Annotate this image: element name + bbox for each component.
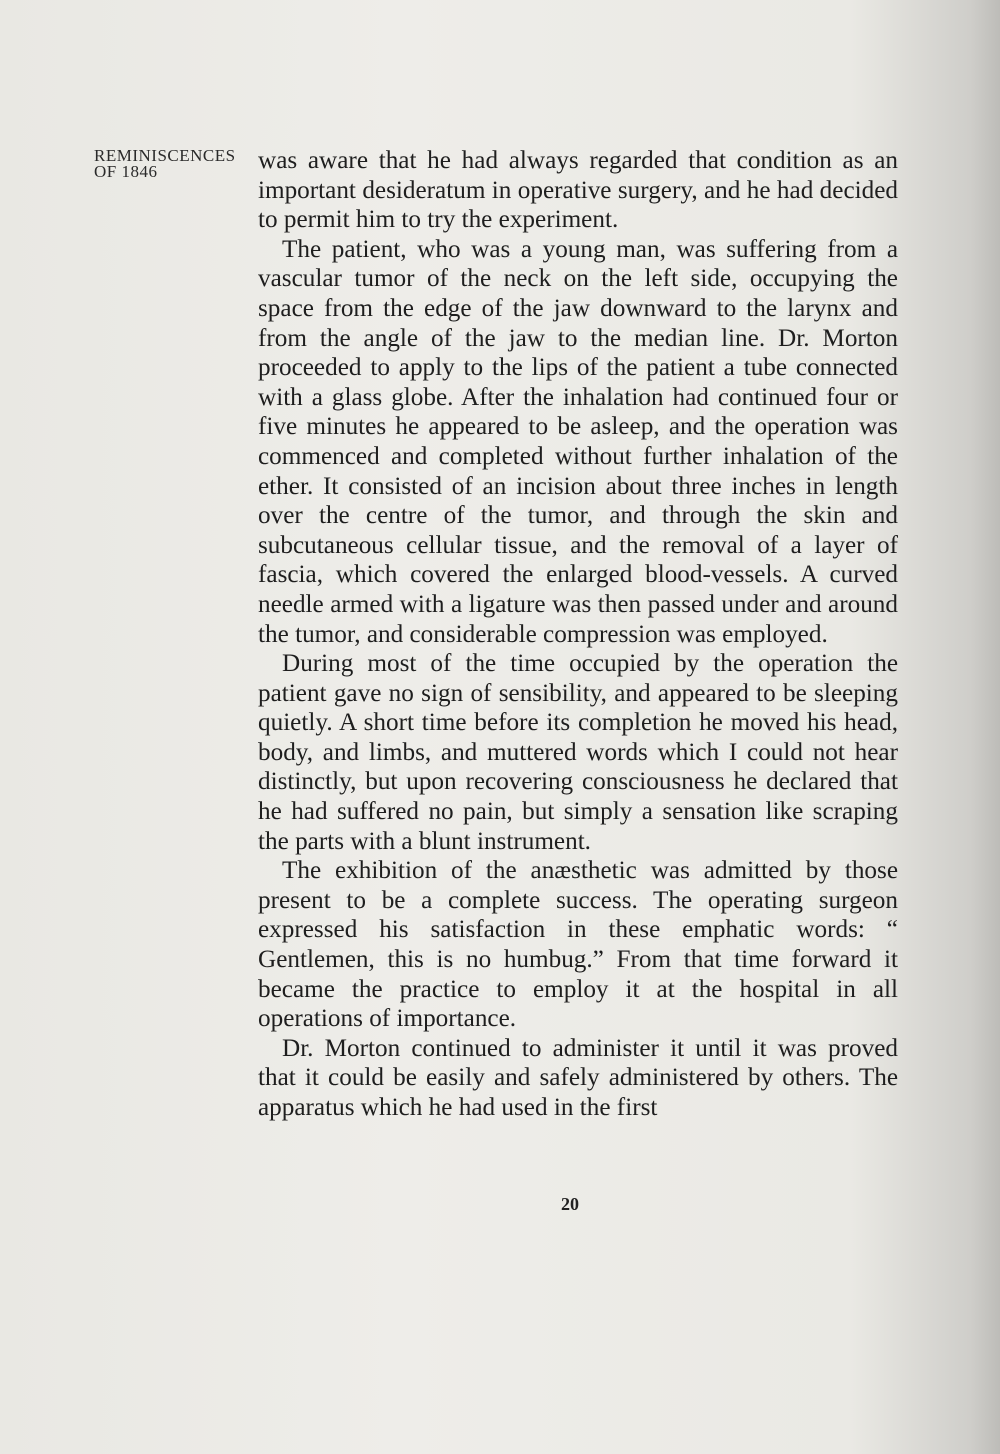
running-head-title: REMINISCENCES [94,146,236,165]
body-text [258,146,898,1123]
running-head [94,148,236,180]
paragraph: Dr. Morton continued to administer it until it was proved that it could be easily and safely administered by others. The apparatus which he had used in the first [258,1034,898,1121]
paragraph: The patient, who was a young man, was suffering from a vascular tumor of the neck on the left side, occupying the space from the edge of the jaw downward to the larynx and from the angle of the jaw to the median line. Dr. Morton proceeded to apply to the lips of the patient a tube connected with a glass globe. After the inhalation had continued four or five minutes he appeared to be asleep, and the operation was commenced and completed without further inhalation of the ether. It consisted of an incision about three inches in length over the centre of the tumor, and through the skin and subcutaneous cellular tissue, and the removal of a layer of fascia, which covered the enlarged blood-vessels. A curved needle armed with a ligature was then passed under and around the tumor, and considerable compression was employed. [258,235,898,648]
paragraph: The exhibition of the anæsthetic was admitted by those present to be a complete success. The operating surgeon expressed his satisfaction in these emphatic words: “ Gentlemen, this is no humbug.” From that time forward it became the practice to employ it at the hospital in all operations of importance. [258,857,898,1033]
paragraph: was aware that he had always regarded that condition as an important desideratum in operative surgery, and he had decided to permit him to try the experiment. [258,147,898,234]
page-number: 20 [561,1194,579,1214]
paragraph: During most of the time occupied by the operation the patient gave no sign of sensibility, and appeared to be sleeping quietly. A short time before its completion he moved his head, body, and limbs, and muttered words which I could not hear distinctly, but upon recovering consciousness he declared that he had suffered no pain, but simply a sensation like scraping the parts with a blunt instrument. [258,650,898,855]
running-head-year: OF 1846 [94,162,158,181]
